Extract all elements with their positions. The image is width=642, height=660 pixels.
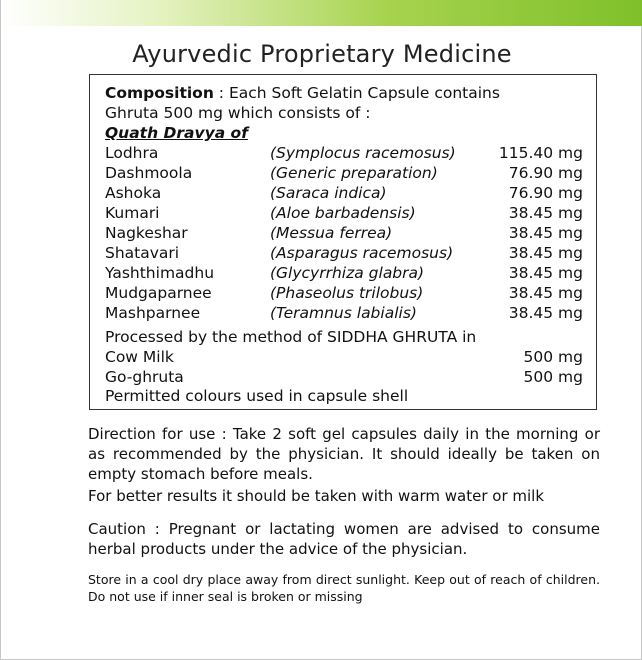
composition-box bbox=[89, 74, 597, 410]
ingredient-botanical: (Saraca indica) bbox=[270, 184, 387, 202]
processed-row bbox=[105, 348, 583, 368]
ingredient-row bbox=[105, 184, 583, 204]
ingredient-qty: 38.45 mg bbox=[508, 224, 583, 242]
ingredient-botanical: (Teramnus labialis) bbox=[270, 304, 417, 322]
processed-name: Cow Milk bbox=[105, 348, 174, 366]
processed-name: Go-ghruta bbox=[105, 368, 184, 386]
ingredient-row bbox=[105, 264, 583, 284]
better-results-text: For better results it should be taken with warm water or milk bbox=[88, 487, 545, 505]
ingredient-row bbox=[105, 224, 583, 244]
ingredient-name: Mudgaparnee bbox=[105, 284, 212, 302]
ingredient-botanical: (Glycyrrhiza glabra) bbox=[270, 264, 425, 282]
composition-intro-line2: Ghruta 500 mg which consists of : bbox=[105, 104, 371, 122]
ingredient-qty: 76.90 mg bbox=[508, 164, 583, 182]
composition-intro bbox=[105, 84, 500, 104]
colours-note: Permitted colours used in capsule shell bbox=[105, 387, 409, 405]
ingredient-name: Ashoka bbox=[105, 184, 162, 202]
ingredient-row bbox=[105, 144, 583, 164]
ingredient-qty: 38.45 mg bbox=[508, 264, 583, 282]
storage-text: Store in a cool dry place away from direct sunlight. Keep out of reach of children. Do not use if inner seal is broken or missing bbox=[88, 572, 600, 604]
ingredient-qty: 38.45 mg bbox=[508, 204, 583, 222]
ingredient-qty: 38.45 mg bbox=[508, 244, 583, 262]
ingredient-botanical: (Phaseolus trilobus) bbox=[270, 284, 424, 302]
quath-dravya-heading: Quath Dravya of bbox=[105, 124, 248, 142]
ingredient-qty: 38.45 mg bbox=[508, 304, 583, 322]
ingredient-row bbox=[105, 204, 583, 224]
ingredient-name: Lodhra bbox=[105, 144, 159, 162]
ingredient-name: Kumari bbox=[105, 204, 160, 222]
ingredient-name: Yashthimadhu bbox=[105, 264, 215, 282]
ingredient-qty: 38.45 mg bbox=[508, 284, 583, 302]
ingredient-row bbox=[105, 304, 583, 324]
processed-method-line: Processed by the method of SIDDHA GHRUTA in bbox=[105, 328, 477, 346]
ingredient-name: Shatavari bbox=[105, 244, 180, 262]
ingredient-botanical: (Asparagus racemosus) bbox=[270, 244, 454, 262]
ingredient-name: Nagkeshar bbox=[105, 224, 188, 242]
processed-qty: 500 mg bbox=[523, 348, 583, 366]
processed-qty: 500 mg bbox=[523, 368, 583, 386]
ingredient-qty: 115.40 mg bbox=[498, 144, 583, 162]
ingredient-name: Mashparnee bbox=[105, 304, 201, 322]
caution-text: Caution : Pregnant or lactating women are advised to consume herbal products under the advice of the physician. bbox=[88, 520, 600, 558]
ingredient-botanical: (Aloe barbadensis) bbox=[270, 204, 416, 222]
ingredient-botanical: (Symplocus racemosus) bbox=[270, 144, 456, 162]
page-title: Ayurvedic Proprietary Medicine bbox=[132, 40, 512, 68]
composition-label: Composition bbox=[105, 84, 214, 102]
ingredient-row bbox=[105, 244, 583, 264]
green-gradient-band bbox=[1, 0, 642, 26]
ingredient-name: Dashmoola bbox=[105, 164, 193, 182]
ingredient-botanical: (Messua ferrea) bbox=[270, 224, 393, 242]
composition-intro-text: : Each Soft Gelatin Capsule contains bbox=[213, 84, 500, 102]
processed-row bbox=[105, 368, 583, 388]
ingredient-qty: 76.90 mg bbox=[508, 184, 583, 202]
ingredient-botanical: (Generic preparation) bbox=[270, 164, 438, 182]
ingredient-row bbox=[105, 284, 583, 304]
directions-text: Direction for use : Take 2 soft gel capsules daily in the morning or as recommended by the physician. It should ideally be taken on empty stomach before meals. bbox=[88, 425, 600, 483]
ingredient-row bbox=[105, 164, 583, 184]
